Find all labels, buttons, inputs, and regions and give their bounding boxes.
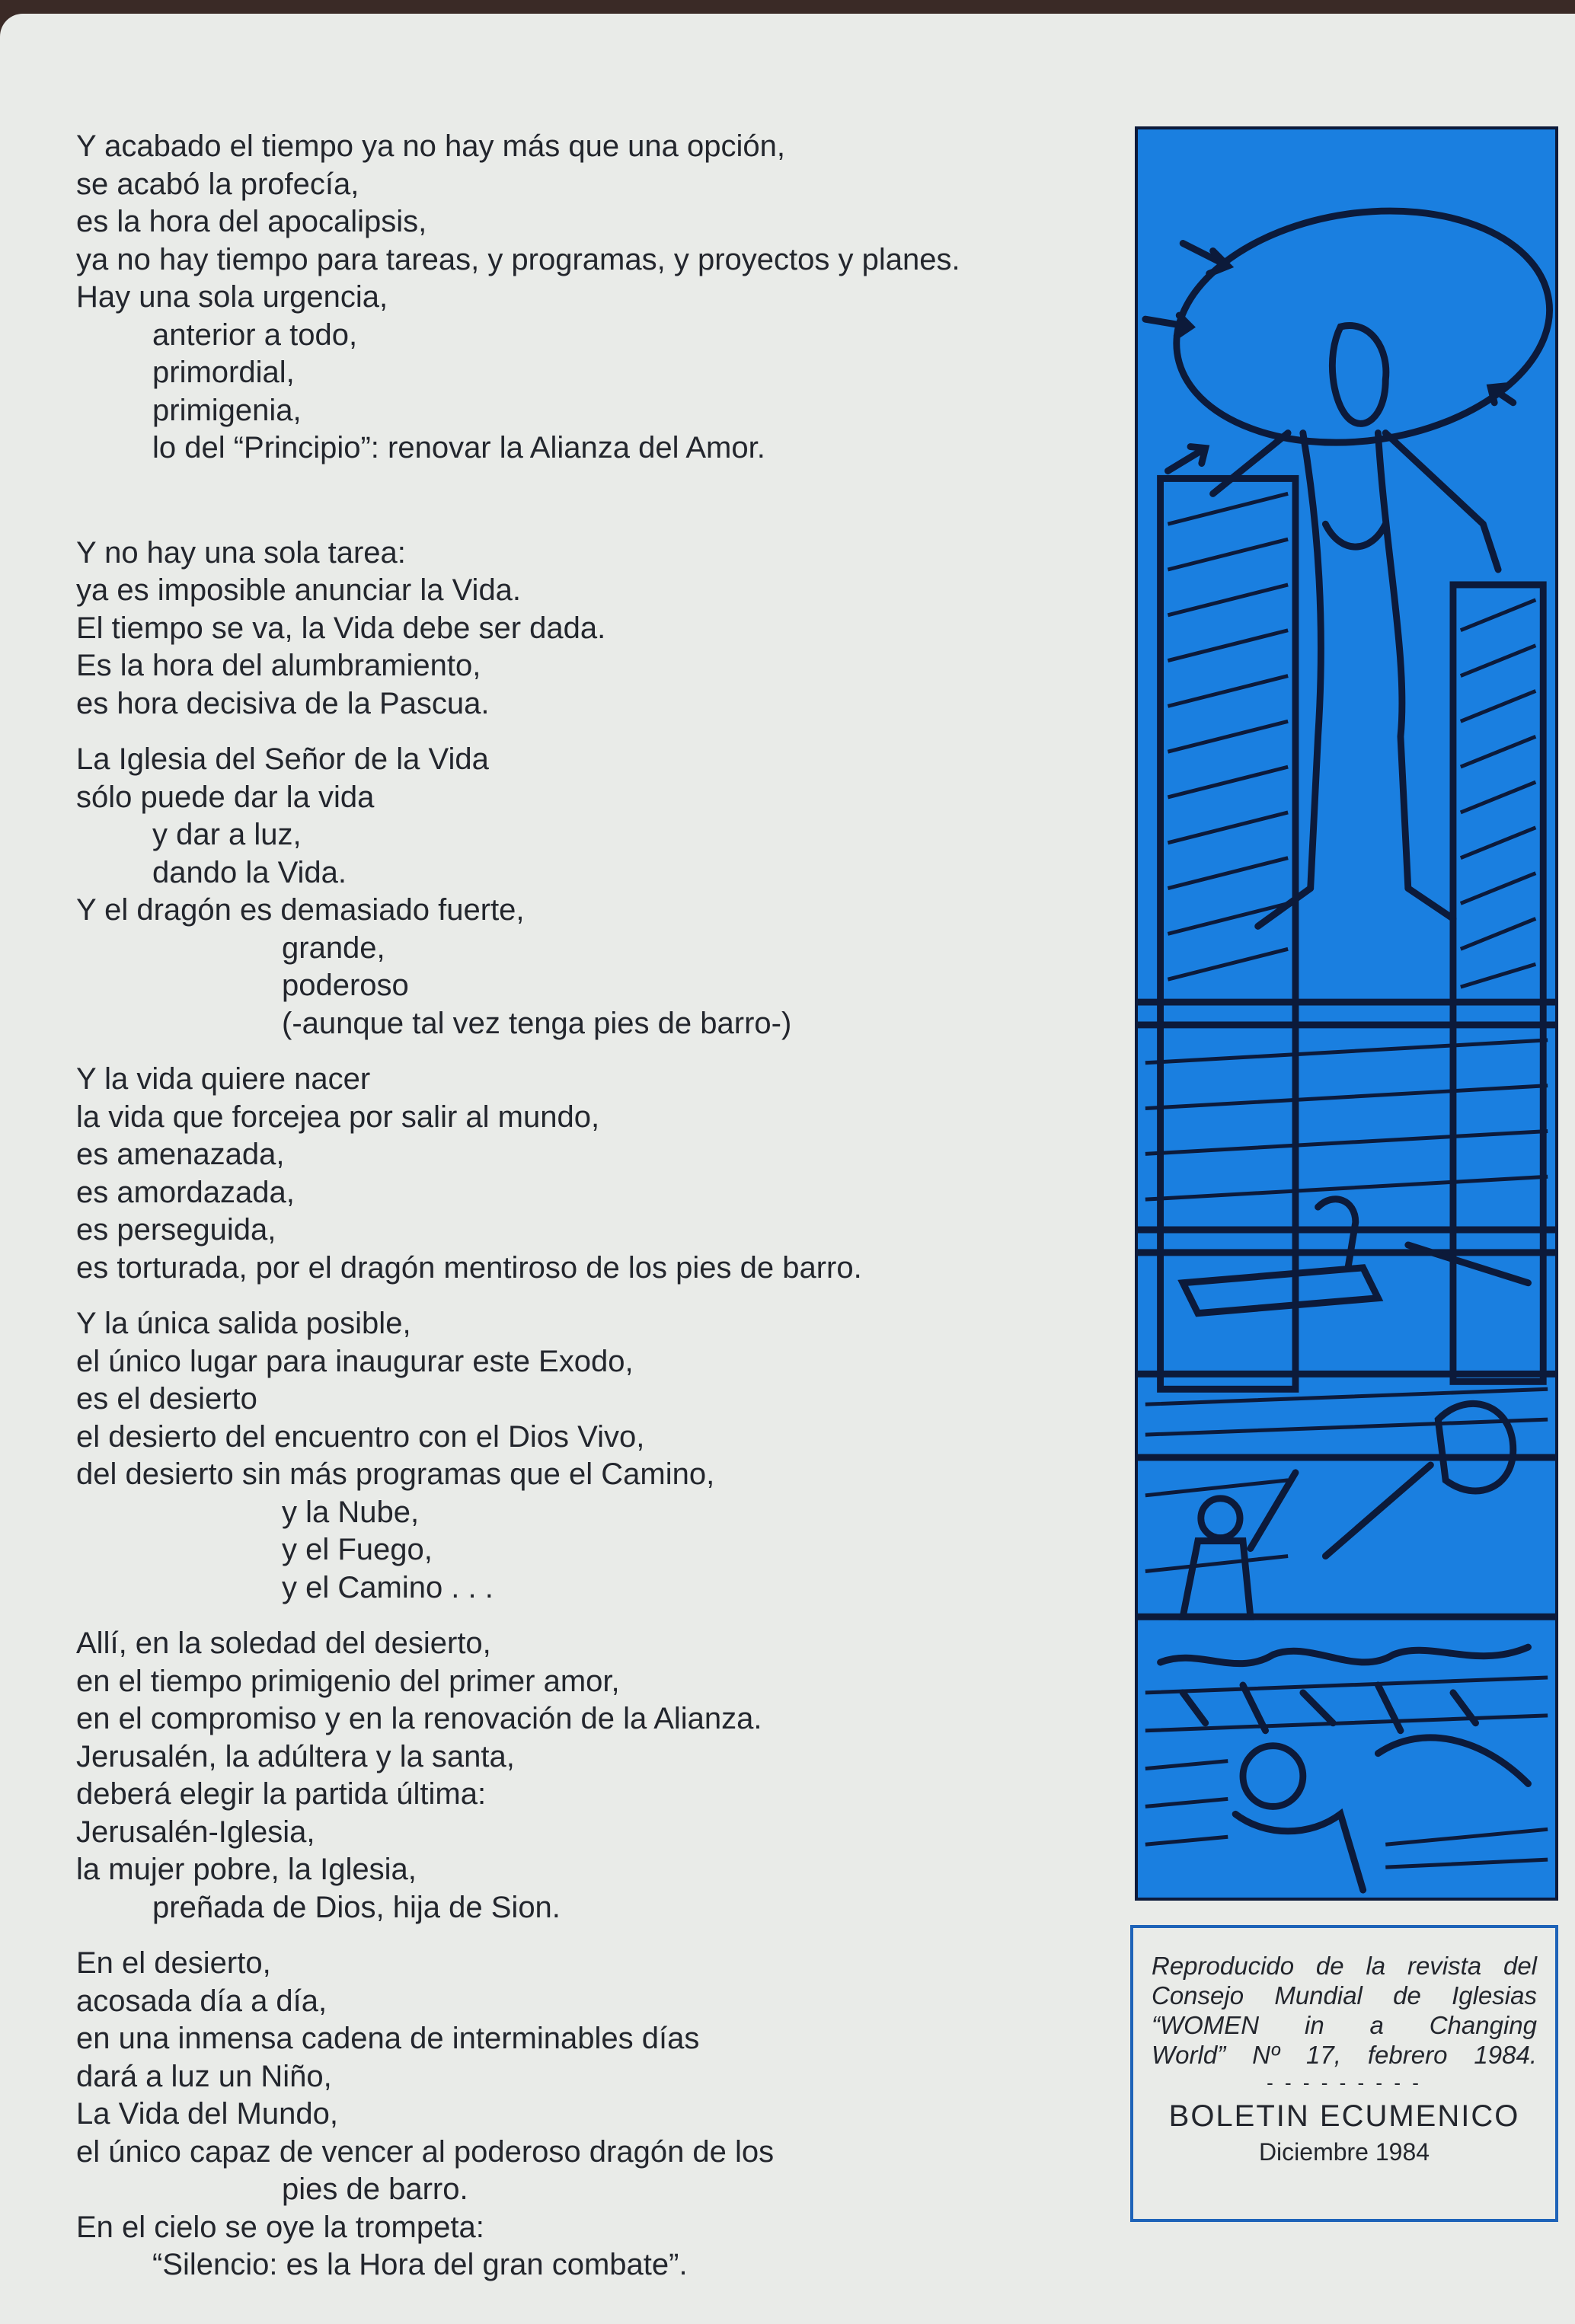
poem-line: Jerusalén-Iglesia,	[76, 1815, 315, 1849]
reproduction-line: World” Nº 17, febrero 1984.	[1152, 2041, 1537, 2069]
poem-line: (-aunque tal vez tenga pies de barro-)	[282, 1006, 792, 1040]
reproduction-note	[1133, 1928, 1555, 2070]
stanza	[76, 128, 1081, 468]
poem-line: Y el dragón es demasiado fuerte,	[76, 893, 525, 927]
poem-line: y el Fuego,	[282, 1533, 433, 1566]
poem-line: es amordazada,	[76, 1175, 295, 1209]
poem-line: es amenazada,	[76, 1138, 285, 1171]
poem-line: Y no hay una sola tarea:	[76, 535, 406, 570]
stanza	[76, 1305, 1081, 1607]
poem-line: primigenia,	[152, 393, 302, 427]
poem-line: Es la hora del alumbramiento,	[76, 649, 481, 682]
poem-line: lo del “Principio”: renovar la Alianza del Amor.	[152, 431, 765, 464]
stanza	[76, 1625, 1081, 1927]
poem-line: la mujer pobre, la Iglesia,	[76, 1853, 417, 1886]
publication-name: BOLETIN ECUMENICO	[1168, 2099, 1520, 2133]
poem-line: Y acabado el tiempo ya no hay más que una opción,	[76, 129, 786, 163]
poem-line: en el compromiso y en la renovación de la Alianza.	[76, 1702, 762, 1735]
poem-line: La Iglesia del Señor de la Vida	[76, 742, 489, 776]
poem-line: y dar a luz,	[152, 818, 302, 851]
poem-line: la vida que forcejea por salir al mundo,	[76, 1100, 600, 1134]
poem-line: acosada día a día,	[76, 1984, 327, 2018]
poem-line: poderoso	[282, 969, 409, 1002]
poem-line: Y la vida quiere nacer	[76, 1062, 371, 1096]
poem-line: ya no hay tiempo para tareas, y programas, y proyectos y planes.	[76, 242, 960, 276]
poem-line: es la hora del apocalipsis,	[76, 205, 427, 238]
poem-line: Hay una sola urgencia,	[76, 280, 388, 314]
poem-line: se acabó la profecía,	[76, 167, 359, 201]
poem-line: Y la única salida posible,	[76, 1307, 411, 1340]
stanza	[76, 535, 1081, 723]
poem-line: dando la Vida.	[152, 855, 347, 889]
poem-text	[76, 128, 1081, 2303]
stanza	[76, 741, 1081, 1042]
reproduction-line: “WOMEN in a Changing	[1152, 2011, 1537, 2039]
poem-line: deberá elegir la partida última:	[76, 1777, 487, 1811]
poem-line: “Silencio: es la Hora del gran combate”.	[152, 2248, 688, 2281]
poem-line: ya es imposible anunciar la Vida.	[76, 573, 522, 607]
credit-box	[1130, 1925, 1558, 2222]
stanza	[76, 1061, 1081, 1287]
divider-dashes: - - - - - - - - -	[1267, 2071, 1422, 2094]
poem-line: sólo puede dar la vida	[76, 780, 375, 814]
poem-line: El tiempo se va, la Vida debe ser dada.	[76, 611, 606, 645]
poem-line: es el desierto	[76, 1382, 257, 1416]
poem-line: y la Nube,	[282, 1495, 420, 1529]
poem-line: pies de barro.	[282, 2172, 468, 2206]
reproduction-line: Consejo Mundial de Iglesias	[1152, 1981, 1537, 2010]
poem-line: en el tiempo primigenio del primer amor,	[76, 1664, 620, 1698]
poem-line: en una inmensa cadena de interminables días	[76, 2022, 700, 2055]
risen-christ-illustration	[1135, 126, 1558, 1901]
poem-line: es torturada, por el dragón mentiroso de los pies de barro.	[76, 1250, 862, 1285]
stanza	[76, 1945, 1081, 2284]
reproduction-line: Reproducido de la revista del	[1152, 1952, 1537, 1980]
poem-line: el desierto del encuentro con el Dios Vivo,	[76, 1419, 645, 1454]
poem-line: es hora decisiva de la Pascua.	[76, 686, 490, 720]
poem-line: En el cielo se oye la trompeta:	[76, 2210, 484, 2244]
poem-line: grande,	[282, 931, 385, 965]
poem-line: preñada de Dios, hija de Sion.	[152, 1890, 561, 1924]
poem-line: Jerusalén, la adúltera y la santa,	[76, 1739, 515, 1773]
poem-line: y el Camino . . .	[282, 1570, 494, 1604]
poem-line: En el desierto,	[76, 1946, 271, 1980]
poem-line: el único lugar para inaugurar este Exodo,	[76, 1344, 634, 1378]
poem-line: del desierto sin más programas que el Camino,	[76, 1457, 715, 1491]
poem-line: el único capaz de vencer al poderoso dragón de los	[76, 2134, 775, 2169]
poem-line: primordial,	[152, 356, 295, 389]
poem-line: dará a luz un Niño,	[76, 2059, 332, 2093]
illustration-drawing	[1138, 129, 1555, 1898]
poem-line: es perseguida,	[76, 1213, 276, 1247]
publication-date: Diciembre 1984	[1258, 2138, 1430, 2166]
poem-line: anterior a todo,	[152, 318, 358, 352]
page	[0, 14, 1575, 2324]
poem-line: Allí, en la soledad del desierto,	[76, 1626, 491, 1660]
poem-line: La Vida del Mundo,	[76, 2097, 338, 2131]
